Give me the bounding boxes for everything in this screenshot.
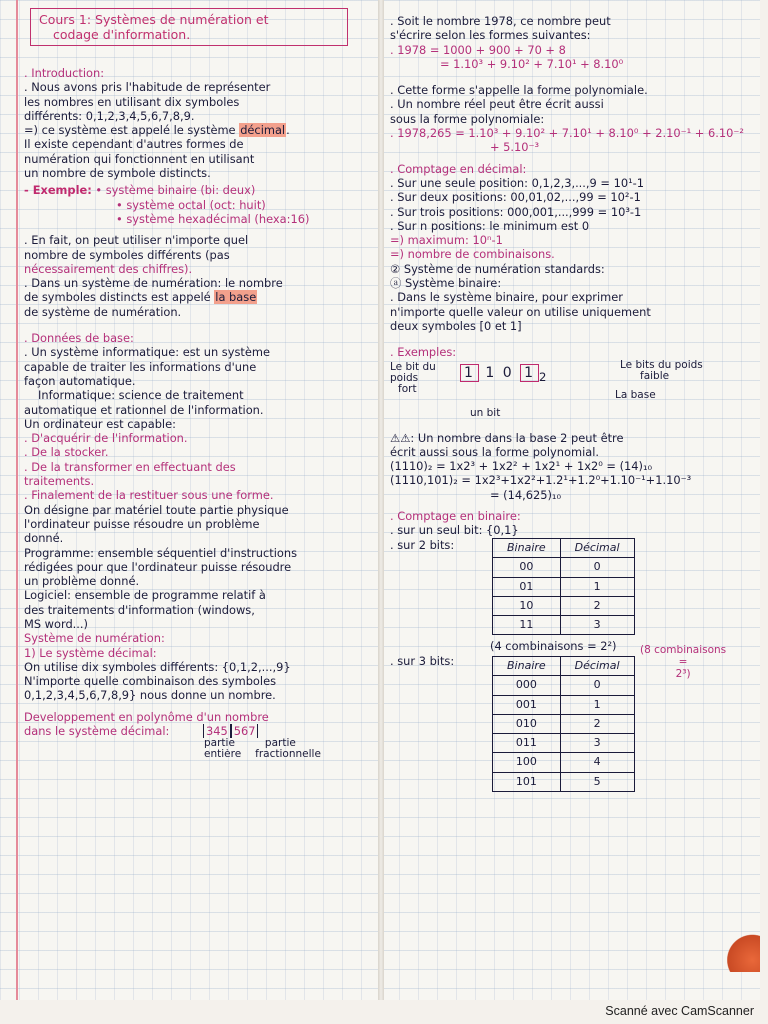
list-item: . Finalement de la restituer sous une forme. bbox=[24, 488, 274, 503]
example-label: - Exemple: bbox=[24, 183, 92, 198]
base-label: La base bbox=[615, 388, 656, 401]
decimal-subheading: 1) Le système décimal: bbox=[24, 645, 157, 660]
table-header: Décimal bbox=[560, 538, 634, 557]
table-3bits bbox=[492, 656, 635, 792]
intro-heading: . Introduction: bbox=[24, 66, 105, 80]
marker-object bbox=[722, 932, 760, 972]
left-column bbox=[24, 0, 376, 760]
text-line: Informatique: science de traitement bbox=[38, 388, 244, 403]
text-line: . Sur n positions: le minimum est 0 bbox=[390, 218, 590, 233]
text-line: On désigne par matériel toute partie physique bbox=[24, 502, 289, 517]
text-line: . 1978 = 1000 + 900 + 70 + 8 bbox=[390, 42, 566, 57]
list-item: . De la stocker. bbox=[24, 445, 109, 460]
bit: 1 bbox=[520, 364, 539, 382]
text-line: . Sur deux positions: 00,01,02,...,99 = 10²-1 bbox=[390, 190, 641, 205]
list-item: traitements. bbox=[24, 474, 95, 489]
text-line: Programme: ensemble séquentiel d'instructions bbox=[24, 545, 298, 560]
table-row: 000 0 bbox=[493, 676, 635, 695]
table-row: 010 2 bbox=[493, 714, 635, 733]
text-line: n'importe quelle valeur on utilise uniquement bbox=[390, 304, 651, 319]
number-fraction-part: 567 bbox=[231, 724, 259, 738]
text-line: . Cette forme s'appelle la forme polynomiale. bbox=[390, 83, 648, 98]
text-line: s'écrire selon les formes suivantes: bbox=[390, 28, 591, 43]
text-line: . sur 3 bits: bbox=[390, 653, 455, 668]
standards-heading: ② Système de numération standards: bbox=[390, 261, 605, 276]
highlight-decimal: décimal bbox=[240, 123, 286, 138]
text-line: . Sur trois positions: 000,001,...,999 = 10³-1 bbox=[390, 204, 642, 219]
text-line: =) nombre de combinaisons. bbox=[390, 247, 555, 262]
text-line: (1110,101)₂ = 1x2³+1x2²+1.2¹+1.2⁰+1.10⁻¹+1.10⁻³ bbox=[390, 473, 692, 488]
data-heading: . Données de base: bbox=[24, 331, 134, 346]
margin-line-left bbox=[16, 0, 18, 1000]
table-row: 101 5 bbox=[493, 772, 635, 791]
text-line: un problème donné. bbox=[24, 574, 140, 589]
text-line: façon automatique. bbox=[24, 373, 136, 388]
numeration-heading: Système de numération: bbox=[24, 631, 165, 646]
text-line: = (14,625)₁₀ bbox=[490, 487, 562, 502]
table-row: 10 2 bbox=[493, 596, 635, 615]
text-line: donné. bbox=[24, 531, 64, 546]
text-line: =) ce système est appelé le système décimal. bbox=[24, 123, 290, 138]
bit: 1 bbox=[460, 364, 479, 382]
course-title-box bbox=[30, 8, 348, 46]
part-labels: entière fractionnelle bbox=[204, 749, 321, 761]
text-line: deux symboles [0 et 1] bbox=[390, 318, 522, 333]
text-line: . Dans un système de numération: le nombre bbox=[24, 276, 283, 291]
bit-label: un bit bbox=[470, 406, 501, 419]
table-row: 011 3 bbox=[493, 734, 635, 753]
number-integer-part: 345 bbox=[203, 724, 231, 738]
text-line: numération qui fonctionnent en utilisant bbox=[24, 151, 255, 166]
page-spine bbox=[378, 0, 384, 1000]
bit: 0 bbox=[502, 364, 514, 381]
text-line: Logiciel: ensemble de programme relatif à bbox=[24, 588, 266, 603]
text-line: nécessairement des chiffres). bbox=[24, 261, 193, 276]
msb-label: Le bit du poids fort bbox=[390, 360, 436, 395]
text-line: On utilise dix symboles différents: {0,1,2,...,9} bbox=[24, 659, 291, 674]
text-line: capable de traiter les informations d'une bbox=[24, 359, 257, 374]
text-line: . Dans le système binaire, pour exprimer bbox=[390, 290, 623, 305]
scanner-watermark: Scanné avec CamScanner bbox=[605, 1004, 754, 1018]
course-title-line: codage d'information. bbox=[53, 27, 191, 42]
example-item: • système hexadécimal (hexa:16) bbox=[116, 211, 310, 226]
part-labels: partie partie bbox=[204, 738, 296, 750]
text-line: 0,1,2,3,4,5,6,7,8,9} nous donne un nombre. bbox=[24, 688, 276, 703]
text-line: automatique et rationnel de l'information. bbox=[24, 402, 264, 417]
dev-heading: Developpement en polynôme d'un nombre bbox=[24, 709, 269, 724]
text-line: Un ordinateur est capable: bbox=[24, 416, 176, 431]
text-line: les nombres en utilisant dix symboles bbox=[24, 94, 240, 109]
table-header: Binaire bbox=[493, 538, 561, 557]
example-item: • système binaire (bi: deux) bbox=[95, 183, 256, 198]
text-line: . sur un seul bit: {0,1} bbox=[390, 523, 519, 538]
text-line: = 1.10³ + 9.10² + 7.10¹ + 8.10⁰ bbox=[440, 56, 624, 71]
text-line: des traitements d'information (windows, bbox=[24, 602, 255, 617]
table-row: 001 1 bbox=[493, 695, 635, 714]
text-line: . Un système informatique: est un système bbox=[24, 345, 270, 360]
text-line: nombre de symboles différents (pas bbox=[24, 247, 230, 262]
course-title-line: Cours 1: Systèmes de numération et bbox=[39, 12, 269, 27]
text-line: . Un nombre réel peut être écrit aussi bbox=[390, 97, 604, 112]
list-item: . D'acquérir de l'information. bbox=[24, 431, 188, 446]
right-column bbox=[390, 0, 758, 796]
text-line: différents: 0,1,2,3,4,5,6,7,8,9. bbox=[24, 108, 195, 123]
lsb-label: Le bits du poids faible bbox=[620, 358, 703, 382]
text-line: sous la forme polynomiale: bbox=[390, 111, 545, 126]
combinations-note-8: (8 combinaisons = 2³) bbox=[640, 643, 727, 680]
text-line: . Sur une seule position: 0,1,2,3,...,9 = 10¹-1 bbox=[390, 175, 644, 190]
binary-counting-heading: . Comptage en binaire: bbox=[390, 509, 521, 524]
base-subscript: 2 bbox=[539, 369, 549, 384]
list-item: . De la transformer en effectuant des bbox=[24, 459, 236, 474]
table-row: 00 0 bbox=[493, 558, 635, 577]
warning-line: ⚠⚠: Un nombre dans la base 2 peut être bbox=[390, 430, 624, 445]
table-row: 01 1 bbox=[493, 577, 635, 596]
binary-heading: ⓐ Système binaire: bbox=[390, 276, 502, 291]
example-block bbox=[24, 183, 376, 197]
binary-number bbox=[460, 366, 548, 384]
text-line: MS word...) bbox=[24, 616, 88, 631]
text-line: . Nous avons pris l'habitude de représenter bbox=[24, 80, 271, 95]
table-2bits bbox=[492, 538, 635, 635]
highlight-base: la base bbox=[215, 290, 257, 305]
table-header: Décimal bbox=[560, 656, 634, 675]
text-line: écrit aussi sous la forme polynomial. bbox=[390, 444, 600, 459]
examples-heading: . Exemples: bbox=[390, 345, 457, 360]
text-line: . En fait, on peut utiliser n'importe quel bbox=[24, 233, 249, 248]
table-row: 100 4 bbox=[493, 753, 635, 772]
text-line: + 5.10⁻³ bbox=[490, 140, 540, 155]
text-line: un nombre de symbole distincts. bbox=[24, 166, 211, 181]
text-line: (1110)₂ = 1x2³ + 1x2² + 1x2¹ + 1x2⁰ = (14)₁₀ bbox=[390, 459, 653, 474]
table-row: 11 3 bbox=[493, 616, 635, 635]
text-line: N'importe quelle combinaison des symboles bbox=[24, 674, 277, 689]
dev-heading: dans le système décimal: 345 567 bbox=[24, 724, 376, 738]
text-line: l'ordinateur puisse résoudre un problème bbox=[24, 516, 260, 531]
example-item: • système octal (oct: huit) bbox=[116, 197, 266, 212]
bit-diagram bbox=[390, 360, 758, 424]
text-line: de symboles distincts est appelé la base bbox=[24, 290, 257, 305]
text-line: de système de numération. bbox=[24, 304, 182, 319]
bit: 1 bbox=[485, 364, 497, 381]
table-header: Binaire bbox=[493, 656, 561, 675]
counting-heading: . Comptage en décimal: bbox=[390, 161, 527, 176]
text-line: Il existe cependant d'autres formes de bbox=[24, 137, 244, 152]
text-line: . Soit le nombre 1978, ce nombre peut bbox=[390, 14, 611, 28]
text-line: =) maximum: 10ⁿ-1 bbox=[390, 233, 503, 248]
combinations-note: (4 combinaisons = 2²) bbox=[490, 639, 617, 654]
text-line: . 1978,265 = 1.10³ + 9.10² + 7.10¹ + 8.10⁰ + 2.10⁻¹ + 6.10⁻² bbox=[390, 126, 744, 141]
text-line: rédigées pour que l'ordinateur puisse résoudre bbox=[24, 559, 292, 574]
text-line: . sur 2 bits: bbox=[390, 537, 455, 552]
